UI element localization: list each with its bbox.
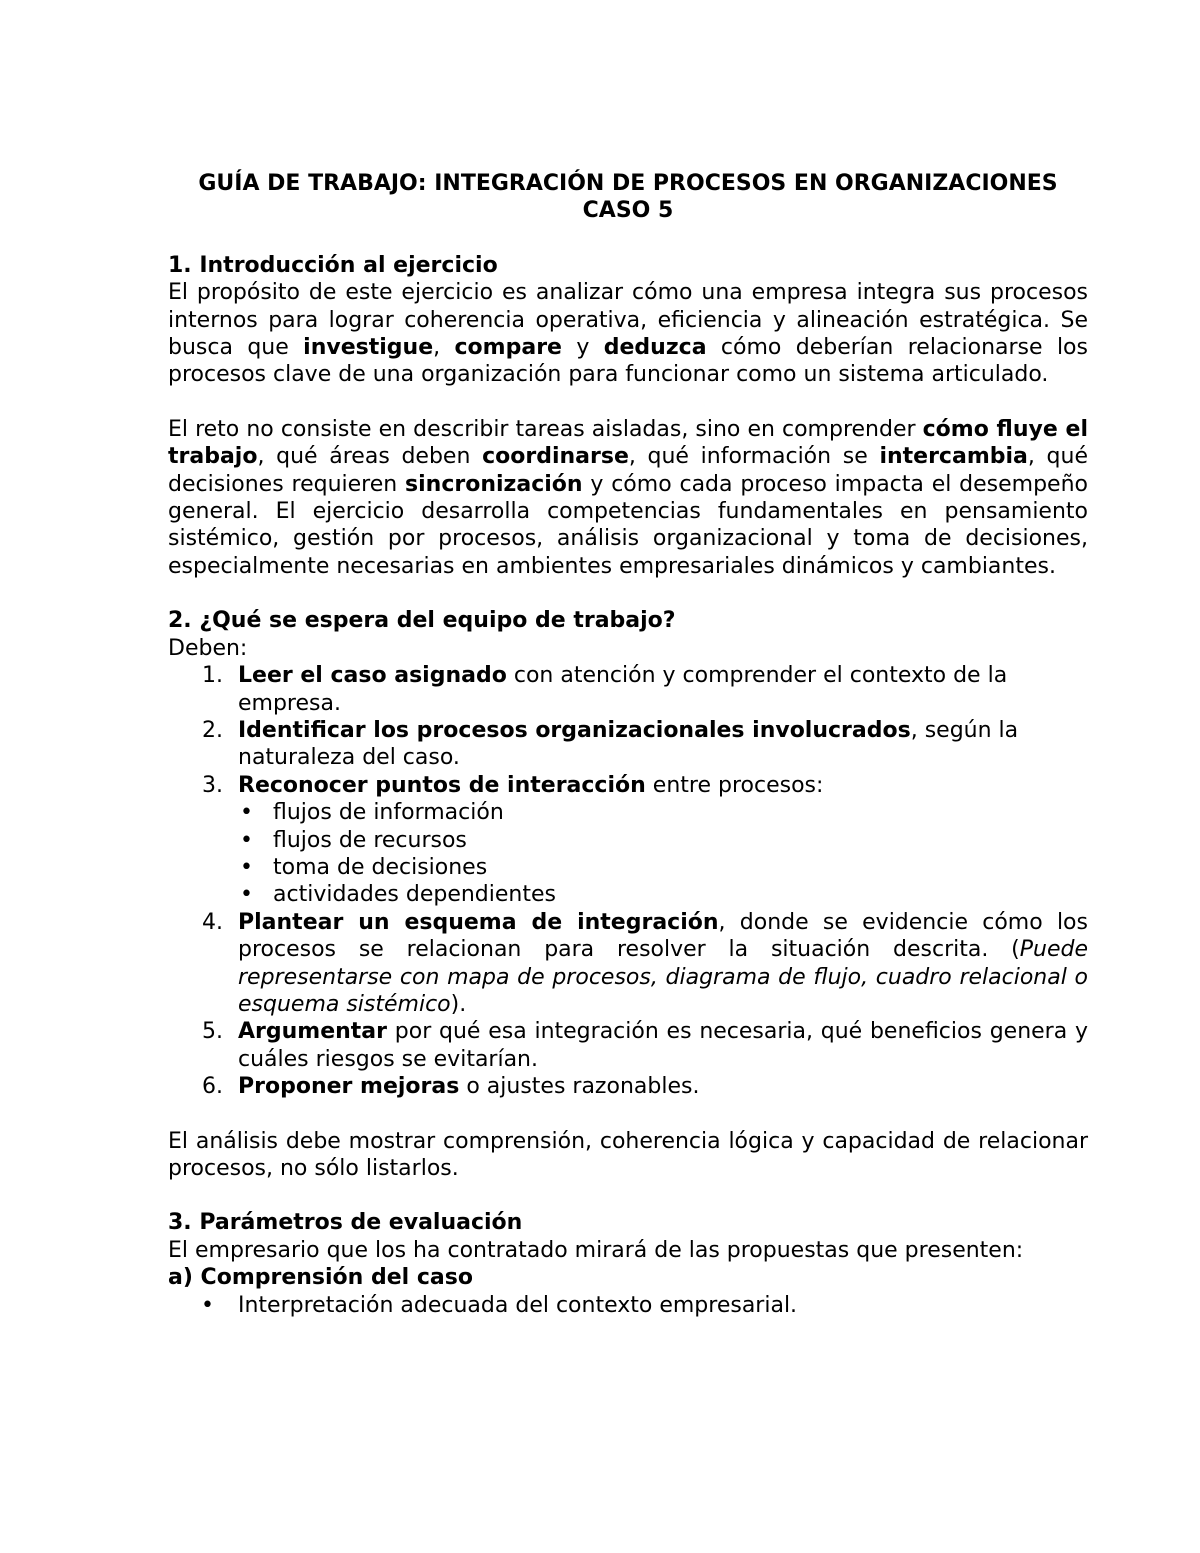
interaction-points-list	[238, 799, 1088, 909]
criterion-a-heading: a) Comprensión del caso	[168, 1265, 473, 1291]
step-item: 6. Proponer mejoras o ajustes razonables.	[202, 1074, 700, 1100]
criterion-a-list	[168, 1292, 1088, 1319]
bullet-icon: •	[240, 854, 253, 880]
section-1-heading: 1. Introducción al ejercicio	[168, 252, 498, 278]
document-page	[168, 170, 1088, 1319]
bullet-icon: •	[240, 800, 253, 826]
step-item: 3. Reconocer puntos de interacción entre procesos: • flujos de información • flujos de recursos • toma de decisiones • actividades dependientes	[168, 772, 1088, 909]
section-3-intro: El empresario que los ha contratado mirará de las propuestas que presenten:	[168, 1237, 1024, 1263]
list-item: • Interpretación adecuada del contexto empresarial.	[201, 1292, 798, 1318]
steps-list	[168, 662, 1088, 1101]
bullet-icon: •	[240, 827, 253, 853]
list-item: • toma de decisiones	[240, 854, 488, 880]
list-item: • flujos de recursos	[240, 827, 467, 853]
section-2-closing: El análisis debe mostrar comprensión, coherencia lógica y capacidad de relacionar procesos, no sólo listarlos.	[168, 1128, 1088, 1181]
bullet-icon: •	[240, 882, 253, 908]
step-item: 5. Argumentar por qué esa integración es necesaria, qué beneficios genera y cuáles riesgos se evitarían.	[202, 1019, 1088, 1072]
step-item: 4. Plantear un esquema de integración, donde se evidencie cómo los procesos se relacionan para resolver la situación descrita. (Puede representarse con mapa de procesos, diagrama de flujo, cuadro relacional o esquema sistémico).	[202, 909, 1088, 1017]
section-2-heading: 2. ¿Qué se espera del equipo de trabajo?	[168, 608, 676, 634]
list-item: • flujos de información	[240, 800, 504, 826]
section-2-intro: Deben:	[168, 635, 248, 661]
step-item: 1. Leer el caso asignado con atención y comprender el contexto de la empresa.	[202, 663, 1008, 716]
bullet-icon: •	[201, 1292, 214, 1318]
document-subtitle: CASO 5	[582, 198, 674, 224]
section-1-paragraph-2: El reto no consiste en describir tareas aisladas, sino en comprender cómo fluye el trabajo, qué áreas deben coordinarse, qué información se intercambia, qué decisiones requieren sincronización y cómo cada proceso impacta el desempeño general. El ejercicio desarrolla competencias fundamentales en pensamiento sistémico, gestión por procesos, análisis organizacional y toma de decisiones, especialmente necesarias en ambientes empresariales dinámicos y cambiantes.	[168, 416, 1088, 579]
section-1-paragraph-1: El propósito de este ejercicio es analizar cómo una empresa integra sus procesos internos para lograr coherencia operativa, eficiencia y alineación estratégica. Se busca que investigue, compare y deduzca cómo deberían relacionarse los procesos clave de una organización para funcionar como un sistema articulado.	[168, 280, 1088, 388]
document-title: GUÍA DE TRABAJO: INTEGRACIÓN DE PROCESOS EN ORGANIZACIONES	[198, 171, 1058, 196]
step-item: 2. Identificar los procesos organizacionales involucrados, según la naturaleza del caso.	[202, 717, 1019, 771]
list-item: • actividades dependientes	[240, 882, 556, 908]
section-3-heading: 3. Parámetros de evaluación	[168, 1210, 523, 1236]
